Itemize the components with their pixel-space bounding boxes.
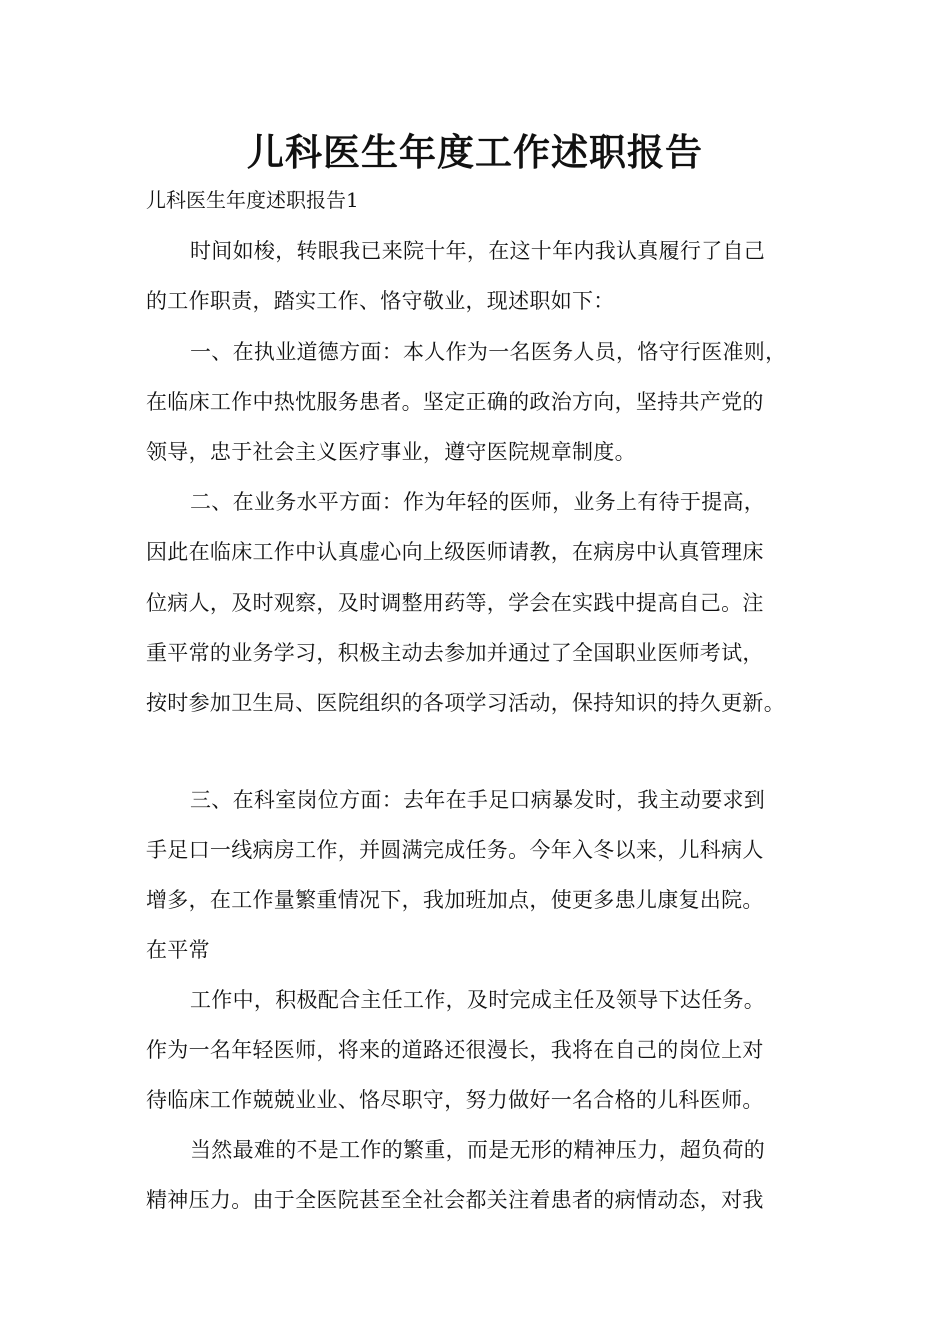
paragraph-line: 按时参加卫生局、医院组织的各项学习活动，保持知识的持久更新。 — [146, 691, 785, 715]
paragraph-line: 位病人，及时观察，及时调整用药等，学会在实践中提高自己。注 — [146, 591, 764, 615]
paragraph-line: 时间如梭，转眼我已来院十年，在这十年内我认真履行了自己 — [190, 239, 766, 263]
paragraph-line: 重平常的业务学习，积极主动去参加并通过了全国职业医师考试， — [146, 641, 764, 665]
paragraph-line: 三、在科室岗位方面：去年在手足口病暴发时，我主动要求到 — [190, 788, 766, 812]
paragraph-line: 一、在执业道德方面：本人作为一名医务人员，恪守行医准则， — [190, 340, 787, 364]
paragraph-line: 在平常 — [146, 938, 210, 962]
paragraph-line: 因此在临床工作中认真虚心向上级医师请教，在病房中认真管理床 — [146, 540, 764, 564]
document-title: 儿科医生年度工作述职报告 — [247, 130, 703, 174]
paragraph-line: 作为一名年轻医师，将来的道路还很漫长，我将在自己的岗位上对 — [146, 1038, 764, 1062]
paragraph-line: 在临床工作中热忱服务患者。坚定正确的政治方向，坚持共产党的 — [146, 390, 764, 414]
document-subtitle: 儿科医生年度述职报告1 — [146, 188, 359, 212]
paragraph-line: 二、在业务水平方面：作为年轻的医师，业务上有待于提高， — [190, 490, 766, 514]
paragraph-line: 当然最难的不是工作的繁重，而是无形的精神压力，超负荷的 — [190, 1138, 766, 1162]
paragraph-line: 待临床工作兢兢业业、恪尽职守，努力做好一名合格的儿科医师。 — [146, 1088, 764, 1112]
paragraph-line: 工作中，积极配合主任工作，及时完成主任及领导下达任务。 — [190, 988, 766, 1012]
paragraph-line: 领导，忠于社会主义医疗事业，遵守医院规章制度。 — [146, 440, 636, 464]
paragraph-line: 的工作职责，踏实工作、恪守敬业，现述职如下： — [146, 289, 615, 313]
paragraph-line: 精神压力。由于全医院甚至全社会都关注着患者的病情动态，对我 — [146, 1188, 764, 1212]
paragraph-line: 手足口一线病房工作，并圆满完成任务。今年入冬以来，儿科病人 — [146, 838, 764, 862]
paragraph-line: 增多，在工作量繁重情况下，我加班加点，使更多患儿康复出院。 — [146, 888, 764, 912]
